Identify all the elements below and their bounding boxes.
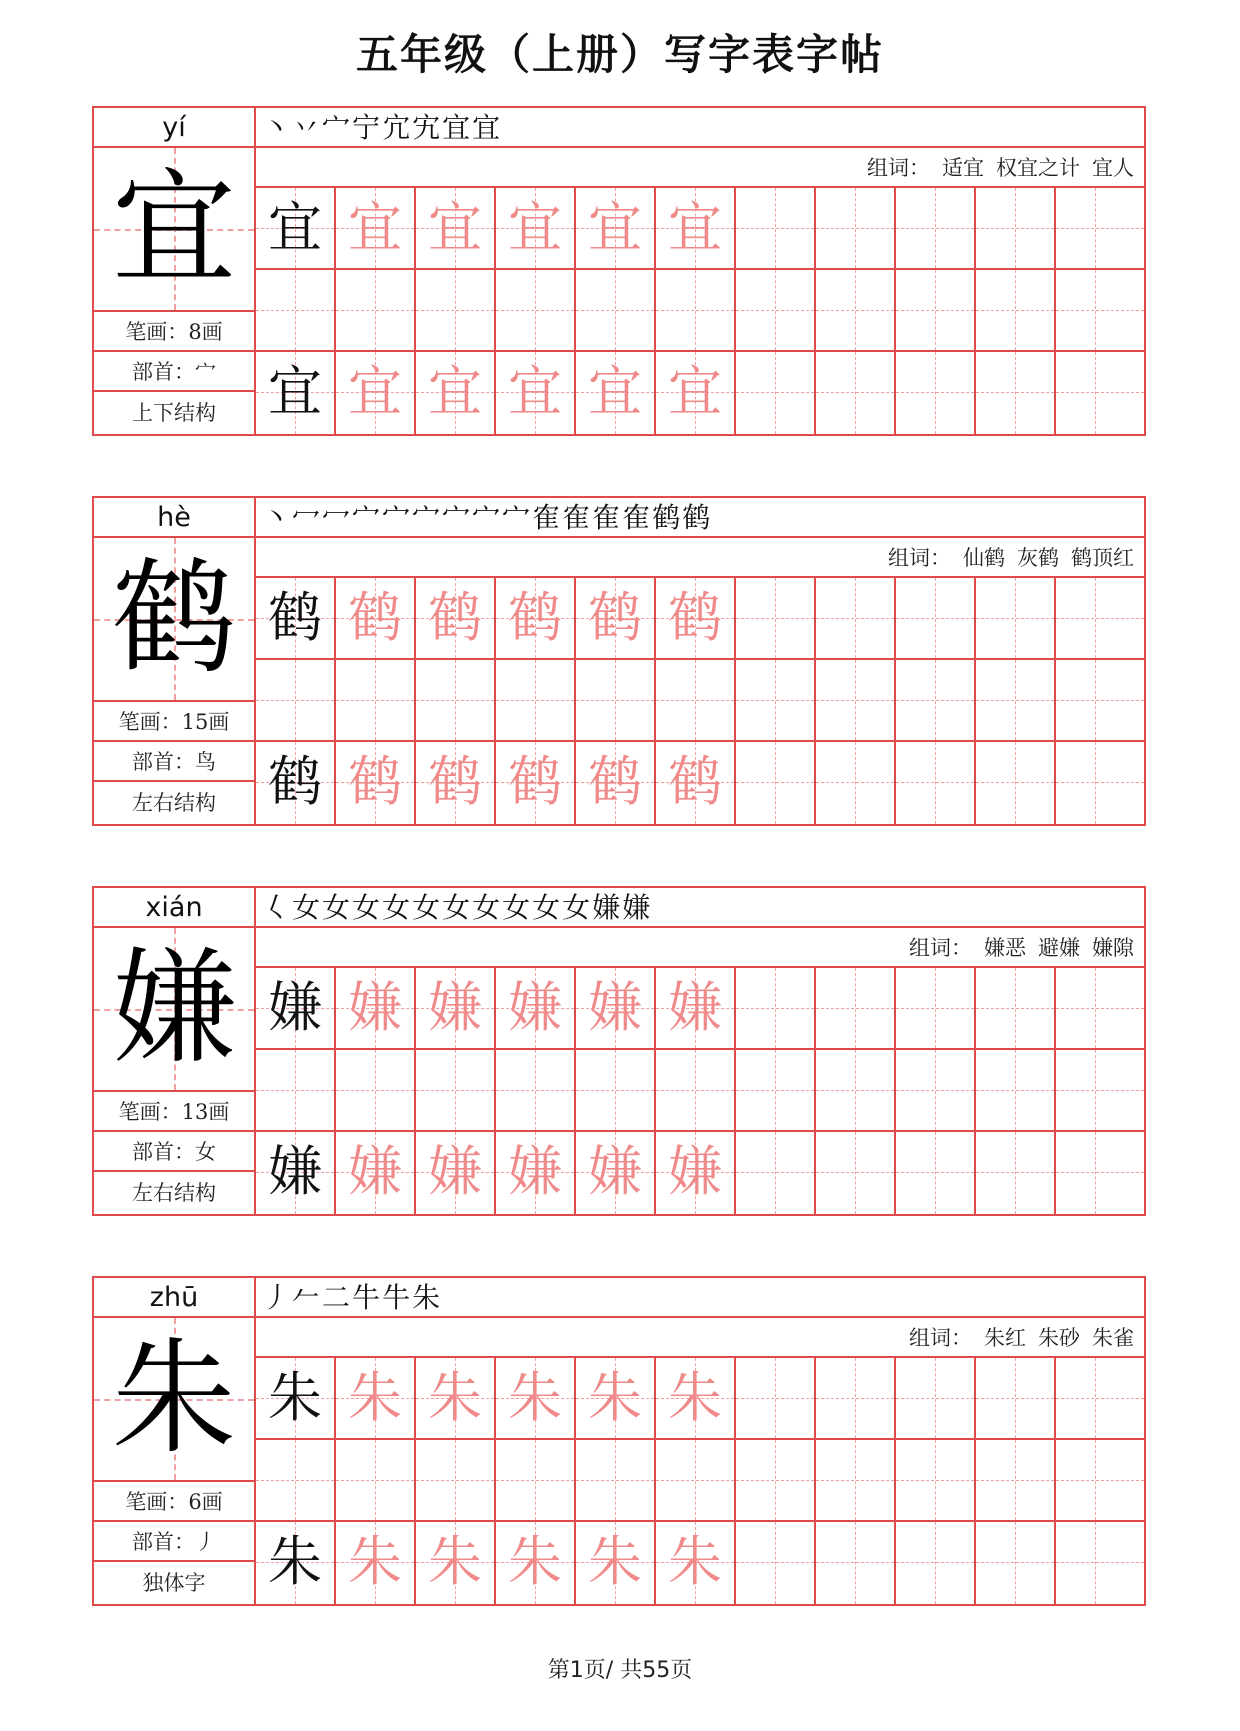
practice-cell[interactable] <box>976 1050 1056 1132</box>
stroke-step: 宀 <box>352 501 383 534</box>
practice-cell[interactable] <box>816 1522 896 1604</box>
stroke-step: 嫌 <box>592 891 623 924</box>
practice-cell[interactable] <box>896 1440 976 1522</box>
practice-cell[interactable] <box>816 742 896 824</box>
stroke-step: 宀 <box>382 501 413 534</box>
radical: 部首：女 <box>94 1132 254 1172</box>
practice-cell[interactable] <box>1056 1440 1144 1522</box>
practice-cell[interactable] <box>816 188 896 270</box>
stroke-step: 女 <box>382 891 413 924</box>
practice-cell[interactable] <box>736 968 816 1050</box>
trace-character: 宜 <box>508 360 562 423</box>
character-info-panel <box>94 498 256 824</box>
practice-cell[interactable] <box>416 578 496 660</box>
character-block <box>92 1276 1146 1606</box>
model-character: 朱 <box>111 1327 236 1471</box>
word: 朱砂 <box>1038 1326 1080 1350</box>
word: 宜人 <box>1092 156 1134 180</box>
practice-cell[interactable] <box>976 270 1056 352</box>
stroke-step: 宜 <box>472 111 503 144</box>
practice-cell[interactable] <box>736 1050 816 1132</box>
stroke-step: 宁 <box>352 111 383 144</box>
practice-cell[interactable] <box>816 1050 896 1132</box>
practice-cell[interactable] <box>576 1522 656 1604</box>
practice-cell[interactable] <box>496 660 576 742</box>
copy-character: 鹤 <box>268 586 322 649</box>
trace-character: 鹤 <box>668 750 722 813</box>
practice-cell[interactable] <box>256 1050 336 1132</box>
page-title: 五年级（上册）写字表字帖 <box>355 30 884 79</box>
stroke-step: 女 <box>532 891 563 924</box>
character-info-panel <box>94 108 256 434</box>
practice-cell[interactable] <box>1056 660 1144 742</box>
character-block <box>92 886 1146 1216</box>
pinyin: xián <box>94 888 254 928</box>
practice-cell[interactable] <box>896 1522 976 1604</box>
practice-cell[interactable] <box>976 660 1056 742</box>
trace-character: 朱 <box>588 1530 642 1593</box>
practice-cell[interactable] <box>416 660 496 742</box>
stroke-step: 𠂉 <box>292 1281 323 1314</box>
practice-cell[interactable] <box>336 188 416 270</box>
practice-cell[interactable] <box>256 578 336 660</box>
practice-cell[interactable] <box>976 352 1056 434</box>
practice-cell[interactable] <box>496 188 576 270</box>
practice-cell[interactable] <box>336 742 416 824</box>
practice-cell[interactable] <box>1056 1132 1144 1214</box>
practice-cell[interactable] <box>816 270 896 352</box>
practice-cell[interactable] <box>336 1358 416 1440</box>
pinyin: hè <box>94 498 254 538</box>
practice-cell[interactable] <box>976 1440 1056 1522</box>
practice-cell[interactable] <box>416 1440 496 1522</box>
trace-character: 朱 <box>428 1366 482 1429</box>
practice-cell[interactable] <box>336 968 416 1050</box>
practice-cell[interactable] <box>656 660 736 742</box>
structure: 上下结构 <box>132 401 216 425</box>
word: 避嫌 <box>1038 936 1080 960</box>
model-character: 嫌 <box>111 937 236 1081</box>
practice-cell[interactable] <box>736 742 816 824</box>
practice-cell[interactable] <box>576 188 656 270</box>
practice-cell[interactable] <box>256 1358 336 1440</box>
stroke-count: 笔画：8画 <box>94 312 254 352</box>
practice-cell[interactable] <box>656 1358 736 1440</box>
writing-grid <box>256 968 1144 1214</box>
stroke-order <box>256 108 1144 148</box>
stroke-step: 隺 <box>592 501 623 534</box>
practice-cell[interactable] <box>736 352 816 434</box>
practice-cell[interactable] <box>256 270 336 352</box>
practice-cell[interactable] <box>1056 270 1144 352</box>
copy-character: 朱 <box>268 1530 322 1593</box>
practice-cell[interactable] <box>656 352 736 434</box>
practice-cell[interactable] <box>1056 968 1144 1050</box>
practice-cell[interactable] <box>416 742 496 824</box>
stroke-step: 隺 <box>532 501 563 534</box>
character-info-panel <box>94 888 256 1214</box>
trace-character: 鹤 <box>668 586 722 649</box>
practice-cell[interactable] <box>336 1132 416 1214</box>
trace-character: 宜 <box>348 360 402 423</box>
practice-cell[interactable] <box>656 1050 736 1132</box>
trace-character: 鹤 <box>428 750 482 813</box>
trace-character: 宜 <box>588 196 642 259</box>
stroke-count: 笔画：15画 <box>94 702 254 742</box>
stroke-count: 笔画：13画 <box>94 1092 254 1132</box>
trace-character: 宜 <box>508 196 562 259</box>
stroke-step: 女 <box>412 891 443 924</box>
practice-cell[interactable] <box>256 352 336 434</box>
practice-cell[interactable] <box>816 352 896 434</box>
stroke-step: 冖 <box>292 501 323 534</box>
practice-cell[interactable] <box>336 578 416 660</box>
practice-cell[interactable] <box>256 660 336 742</box>
stroke-order <box>256 1278 1144 1318</box>
copy-character: 嫌 <box>268 1140 322 1203</box>
writing-grid <box>256 188 1144 434</box>
practice-cell[interactable] <box>656 1522 736 1604</box>
trace-character: 鹤 <box>508 750 562 813</box>
word: 朱红 <box>984 1326 1026 1350</box>
structure: 左右结构 <box>132 1181 216 1205</box>
trace-character: 嫌 <box>348 1140 402 1203</box>
practice-cell[interactable] <box>416 1050 496 1132</box>
practice-cell[interactable] <box>896 352 976 434</box>
stroke-count: 笔画：6画 <box>94 1482 254 1522</box>
practice-cell[interactable] <box>336 1522 416 1604</box>
character-info-panel <box>94 1278 256 1604</box>
stroke-step: 鹤 <box>652 501 683 534</box>
trace-character: 宜 <box>668 360 722 423</box>
word-list: 组词： 朱红 朱砂 朱雀 <box>256 1318 1144 1358</box>
writing-grid <box>256 578 1144 824</box>
model-character-cell <box>94 928 254 1092</box>
practice-cell[interactable] <box>256 742 336 824</box>
stroke-step: 女 <box>322 891 353 924</box>
practice-cell[interactable] <box>736 1440 816 1522</box>
word: 鹤顶红 <box>1071 546 1134 570</box>
word: 适宜 <box>942 156 984 180</box>
pinyin: zhū <box>94 1278 254 1318</box>
stroke-step: 鹤 <box>682 501 713 534</box>
practice-cell[interactable] <box>496 968 576 1050</box>
stroke-step: 牛 <box>382 1281 413 1314</box>
practice-cell[interactable] <box>336 1050 416 1132</box>
stroke-order <box>256 498 1144 538</box>
practice-cell[interactable] <box>576 352 656 434</box>
stroke-step: 女 <box>472 891 503 924</box>
stroke-step: 女 <box>352 891 383 924</box>
radical: 部首：宀 <box>94 352 254 392</box>
trace-character: 朱 <box>508 1530 562 1593</box>
trace-character: 朱 <box>348 1366 402 1429</box>
practice-cell[interactable] <box>816 968 896 1050</box>
practice-cell[interactable] <box>496 1050 576 1132</box>
pinyin: yí <box>94 108 254 148</box>
practice-cell[interactable] <box>896 660 976 742</box>
page-footer: 第1页/ 共55页 <box>547 1658 693 1683</box>
practice-cell[interactable] <box>736 188 816 270</box>
trace-character: 嫌 <box>668 1140 722 1203</box>
practice-cell[interactable] <box>496 352 576 434</box>
stroke-step: 女 <box>292 891 323 924</box>
practice-cell[interactable] <box>576 1358 656 1440</box>
practice-cell[interactable] <box>896 968 976 1050</box>
trace-character: 鹤 <box>428 586 482 649</box>
practice-cell[interactable] <box>976 968 1056 1050</box>
practice-cell[interactable] <box>896 270 976 352</box>
stroke-step: 女 <box>562 891 593 924</box>
trace-character: 宜 <box>428 196 482 259</box>
trace-character: 朱 <box>668 1366 722 1429</box>
stroke-step: 宀 <box>472 501 503 534</box>
copy-character: 鹤 <box>268 750 322 813</box>
practice-cell[interactable] <box>1056 1358 1144 1440</box>
practice-cell[interactable] <box>1056 742 1144 824</box>
practice-cell[interactable] <box>336 270 416 352</box>
model-character-cell <box>94 1318 254 1482</box>
model-character-cell <box>94 148 254 312</box>
practice-cell[interactable] <box>576 968 656 1050</box>
model-character: 宜 <box>111 157 236 301</box>
word: 权宜之计 <box>996 156 1080 180</box>
practice-cell[interactable] <box>656 270 736 352</box>
practice-cell[interactable] <box>736 1132 816 1214</box>
trace-character: 嫌 <box>348 976 402 1039</box>
model-character: 鹤 <box>111 547 236 691</box>
stroke-step: 宂 <box>382 111 413 144</box>
practice-cell[interactable] <box>256 968 336 1050</box>
practice-cell[interactable] <box>416 1522 496 1604</box>
practice-cell[interactable] <box>896 1132 976 1214</box>
practice-cell[interactable] <box>496 270 576 352</box>
stroke-step: 丶 <box>262 501 293 534</box>
stroke-step: 牛 <box>352 1281 383 1314</box>
stroke-step: 宀 <box>412 501 443 534</box>
character-block <box>92 496 1146 826</box>
copy-character: 嫌 <box>268 976 322 1039</box>
practice-cell[interactable] <box>816 660 896 742</box>
word-list: 组词： 嫌恶 避嫌 嫌隙 <box>256 928 1144 968</box>
practice-cell[interactable] <box>576 1440 656 1522</box>
practice-cell[interactable] <box>256 1132 336 1214</box>
structure: 独体字 <box>142 1571 206 1595</box>
trace-character: 朱 <box>508 1366 562 1429</box>
copy-character: 朱 <box>268 1366 322 1429</box>
trace-character: 朱 <box>428 1530 482 1593</box>
radical: 部首：丿 <box>94 1522 254 1562</box>
word: 朱雀 <box>1092 1326 1134 1350</box>
practice-cell[interactable] <box>736 660 816 742</box>
stroke-order <box>256 888 1144 928</box>
practice-cell[interactable] <box>656 968 736 1050</box>
trace-character: 朱 <box>588 1366 642 1429</box>
practice-cell[interactable] <box>736 1358 816 1440</box>
practice-cell[interactable] <box>896 742 976 824</box>
radical: 部首：鸟 <box>94 742 254 782</box>
word-list: 组词： 适宜 权宜之计 宜人 <box>256 148 1144 188</box>
copy-character: 宜 <box>268 196 322 259</box>
structure: 左右结构 <box>132 791 216 815</box>
trace-character: 宜 <box>348 196 402 259</box>
word: 嫌隙 <box>1092 936 1134 960</box>
practice-cell[interactable] <box>496 1522 576 1604</box>
trace-character: 嫌 <box>588 1140 642 1203</box>
stroke-step: 宜 <box>442 111 473 144</box>
practice-cell[interactable] <box>816 1440 896 1522</box>
trace-character: 朱 <box>348 1530 402 1593</box>
stroke-step: 女 <box>502 891 533 924</box>
practice-cell[interactable] <box>976 1358 1056 1440</box>
practice-cell[interactable] <box>816 1358 896 1440</box>
practice-cell[interactable] <box>496 1358 576 1440</box>
practice-cell[interactable] <box>896 1050 976 1132</box>
trace-character: 朱 <box>668 1530 722 1593</box>
practice-cell[interactable] <box>496 578 576 660</box>
practice-cell[interactable] <box>336 1440 416 1522</box>
practice-cell[interactable] <box>816 1132 896 1214</box>
practice-cell[interactable] <box>656 742 736 824</box>
writing-grid <box>256 1358 1144 1604</box>
stroke-step: 二 <box>322 1281 353 1314</box>
stroke-step: 宀 <box>502 501 533 534</box>
practice-cell[interactable] <box>1056 1522 1144 1604</box>
character-block <box>92 106 1146 436</box>
trace-character: 嫌 <box>508 1140 562 1203</box>
practice-cell[interactable] <box>416 270 496 352</box>
trace-character: 嫌 <box>668 976 722 1039</box>
practice-cell[interactable] <box>496 1132 576 1214</box>
stroke-step: 宄 <box>412 111 443 144</box>
practice-cell[interactable] <box>736 1522 816 1604</box>
stroke-step: 丷 <box>292 111 323 144</box>
practice-cell[interactable] <box>576 578 656 660</box>
practice-cell[interactable] <box>976 1522 1056 1604</box>
practice-cell[interactable] <box>256 1440 336 1522</box>
trace-character: 鹤 <box>588 586 642 649</box>
practice-cell[interactable] <box>256 188 336 270</box>
word: 灰鹤 <box>1017 546 1059 570</box>
practice-cell[interactable] <box>496 1440 576 1522</box>
stroke-step: 嫌 <box>622 891 653 924</box>
trace-character: 鹤 <box>508 586 562 649</box>
practice-cell[interactable] <box>496 742 576 824</box>
practice-cell[interactable] <box>576 1050 656 1132</box>
practice-cell[interactable] <box>656 188 736 270</box>
practice-cell[interactable] <box>976 1132 1056 1214</box>
practice-cell[interactable] <box>896 188 976 270</box>
word-list: 组词： 仙鹤 灰鹤 鹤顶红 <box>256 538 1144 578</box>
stroke-step: 隺 <box>562 501 593 534</box>
trace-character: 嫌 <box>428 976 482 1039</box>
practice-cell[interactable] <box>576 1132 656 1214</box>
practice-cell[interactable] <box>336 352 416 434</box>
trace-character: 嫌 <box>428 1140 482 1203</box>
practice-cell[interactable] <box>816 578 896 660</box>
stroke-step: 宀 <box>322 111 353 144</box>
trace-character: 宜 <box>668 196 722 259</box>
stroke-step: 女 <box>442 891 473 924</box>
practice-cell[interactable] <box>576 742 656 824</box>
practice-cell[interactable] <box>416 352 496 434</box>
stroke-step: 宀 <box>442 501 473 534</box>
practice-cell[interactable] <box>416 188 496 270</box>
trace-character: 鹤 <box>348 586 402 649</box>
practice-cell[interactable] <box>896 1358 976 1440</box>
practice-cell[interactable] <box>576 660 656 742</box>
model-character-cell <box>94 538 254 702</box>
practice-cell[interactable] <box>896 578 976 660</box>
practice-cell[interactable] <box>656 1132 736 1214</box>
trace-character: 宜 <box>588 360 642 423</box>
practice-cell[interactable] <box>1056 352 1144 434</box>
stroke-step: 丶 <box>262 111 293 144</box>
practice-cell[interactable] <box>656 1440 736 1522</box>
copy-character: 宜 <box>268 360 322 423</box>
stroke-step: 朱 <box>412 1281 443 1314</box>
practice-cell[interactable] <box>736 270 816 352</box>
trace-character: 宜 <box>428 360 482 423</box>
practice-cell[interactable] <box>336 660 416 742</box>
trace-character: 鹤 <box>348 750 402 813</box>
practice-cell[interactable] <box>656 578 736 660</box>
trace-character: 鹤 <box>588 750 642 813</box>
practice-cell[interactable] <box>576 270 656 352</box>
trace-character: 嫌 <box>508 976 562 1039</box>
practice-cell[interactable] <box>976 578 1056 660</box>
practice-cell[interactable] <box>1056 188 1144 270</box>
practice-cell[interactable] <box>736 578 816 660</box>
practice-cell[interactable] <box>416 1358 496 1440</box>
practice-cell[interactable] <box>1056 1050 1144 1132</box>
practice-cell[interactable] <box>416 968 496 1050</box>
practice-cell[interactable] <box>256 1522 336 1604</box>
stroke-step: 丿 <box>262 1281 293 1314</box>
word: 仙鹤 <box>963 546 1005 570</box>
word: 嫌恶 <box>984 936 1026 960</box>
stroke-step: 隺 <box>622 501 653 534</box>
stroke-step: 冖 <box>322 501 353 534</box>
trace-character: 嫌 <box>588 976 642 1039</box>
practice-cell[interactable] <box>416 1132 496 1214</box>
stroke-step: 𡿨 <box>262 891 293 924</box>
practice-cell[interactable] <box>976 742 1056 824</box>
practice-cell[interactable] <box>976 188 1056 270</box>
practice-cell[interactable] <box>1056 578 1144 660</box>
